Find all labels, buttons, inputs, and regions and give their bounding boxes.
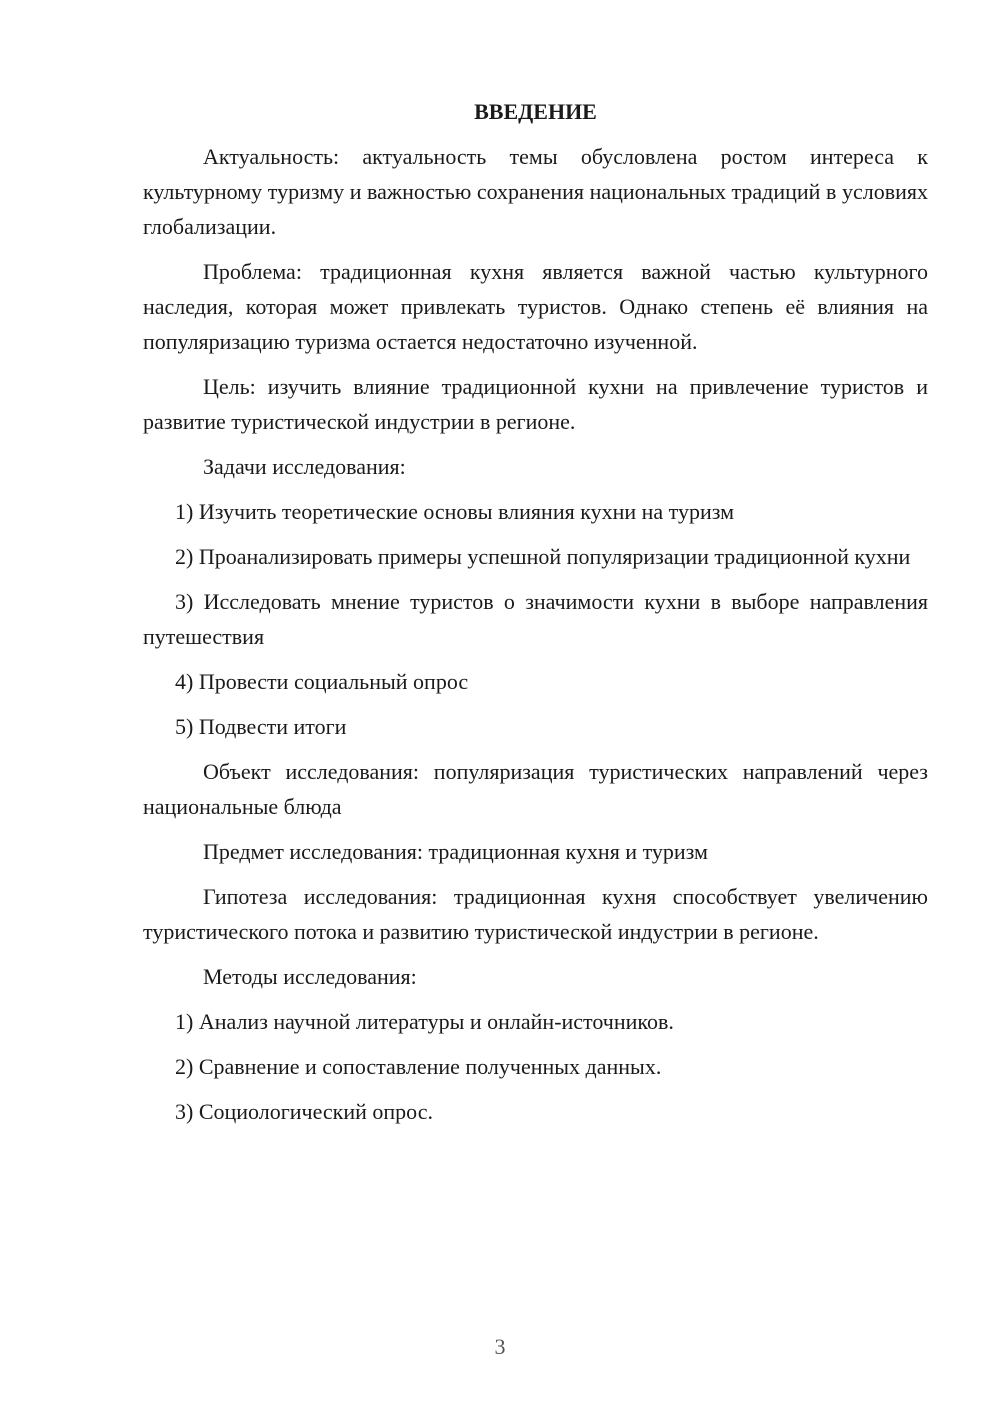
paragraph-relevance: Актуальность: актуальность темы обусловлена ростом интереса к культурному туризму и важностью сохранения национальных традиций в условиях глобализации. [143, 144, 928, 239]
tasks-heading: Задачи исследования: [203, 454, 406, 479]
task-item-4: 4) Провести социальный опрос [175, 669, 469, 694]
page-title: ВВЕДЕНИЕ [474, 99, 597, 124]
task-item-1: 1) Изучить теоретические основы влияния кухни на туризм [175, 499, 735, 524]
paragraph-problem: Проблема: традиционная кухня является важной частью культурного наследия, которая может привлекать туристов. Однако степень её влияния на популяризацию туризма остается недостаточно изученной. [143, 259, 928, 354]
task-item-5: 5) Подвести итоги [175, 714, 347, 739]
task-item-3: 3) Исследовать мнение туристов о значимости кухни в выборе направления путешествия [143, 589, 928, 649]
methods-heading: Методы исследования: [203, 964, 417, 989]
method-item-2: 2) Сравнение и сопоставление полученных данных. [175, 1054, 662, 1079]
method-item-3: 3) Социологический опрос. [175, 1099, 433, 1124]
page-number: 3 [494, 1334, 506, 1359]
page-content [143, 94, 928, 1139]
method-item-1: 1) Анализ научной литературы и онлайн-источников. [175, 1009, 674, 1034]
paragraph-goal: Цель: изучить влияние традиционной кухни на привлечение туристов и развитие туристической индустрии в регионе. [143, 374, 928, 434]
paragraph-object: Объект исследования: популяризация туристических направлений через национальные блюда [143, 759, 928, 819]
paragraph-subject: Предмет исследования: традиционная кухня и туризм [203, 839, 708, 864]
task-item-2: 2) Проанализировать примеры успешной популяризации традиционной кухни [175, 544, 911, 569]
paragraph-hypothesis: Гипотеза исследования: традиционная кухня способствует увеличению туристического потока и развитию туристической индустрии в регионе. [143, 884, 928, 944]
